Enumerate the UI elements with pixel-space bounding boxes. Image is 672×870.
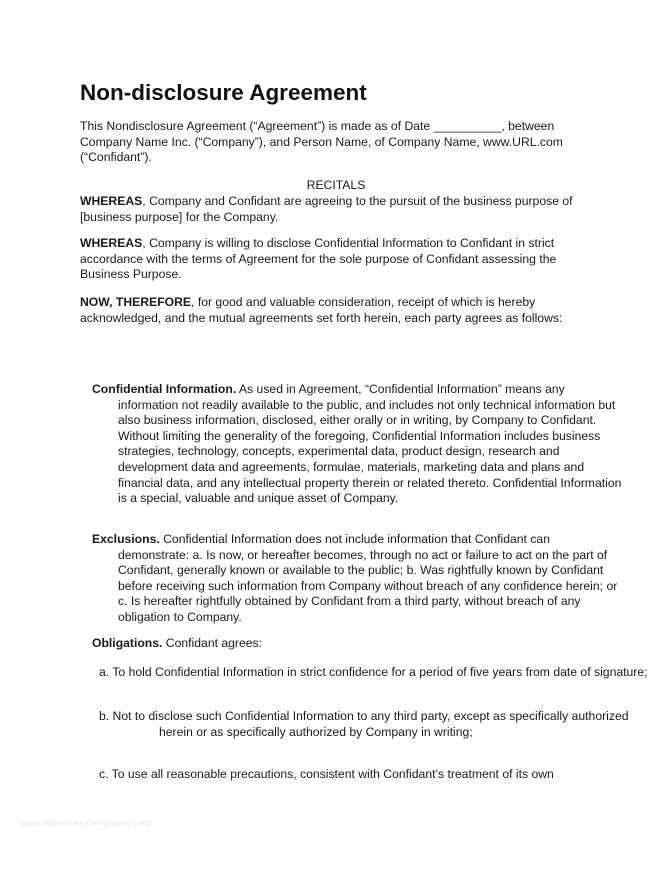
whereas-text: , Company is willing to disclose Confidential Information to Confidant in strict accordance with the terms of Agreement for the sole purpose of Confidant assessing the Business Purpose.	[80, 236, 557, 282]
section-exclusions	[92, 532, 623, 626]
obligation-item-c: c. To use all reasonable precautions, consistent with Confidant’s treatment of its own	[99, 767, 554, 781]
now-therefore-label: NOW, THEREFORE	[80, 295, 192, 309]
section-text: Confidant agrees:	[162, 636, 263, 650]
whereas-paragraph-1	[80, 194, 595, 225]
now-therefore-text: , for good and valuable consideration, receipt of which is hereby acknowledged, and the mutual agreements set forth herein, each party agrees as follows:	[80, 295, 563, 325]
section-label: Exclusions.	[92, 532, 160, 546]
section-text: As used in Agreement, “Confidential Information” means any information not readily available to the public, and includes not only technical information but also business information, disclosed, either orally or in writing, by Company to Confidant. Without limiting the generality of the foregoing, Confidential Information includes business strategies, technology, concepts, experimental data, product design, research and development data and agreements, formulae, materials, marketing data and plans and financial data, and any intellectual property therein or related thereto. Confidential Information is a special, valuable and unique asset of Company.	[118, 382, 622, 506]
whereas-label: WHEREAS	[80, 194, 143, 208]
section-confidential-information	[92, 382, 623, 507]
section-text: Confidential Information does not include information that Confidant can demonstrate: a. Is now, or hereafter becomes, through no act or failure to act on the part of Confidant, generally known or available to the public; b. Was rightfully known by Confidant before receiving such information from Company without breach of any confidence herein; or c. Is hereafter rightfully obtained by Confidant from a third party, without breach of any obligation to Company.	[118, 532, 618, 624]
recitals-heading: RECITALS	[306, 178, 366, 192]
section-label: Obligations.	[92, 636, 163, 650]
obligation-item-b: b. Not to disclose such Confidential Information to any third party, except as specifically authorized herein or as specifically authorized by Company in writing;	[99, 709, 629, 739]
watermark-text: www.allbusinesstemplates.com	[20, 818, 151, 828]
whereas-paragraph-2	[80, 236, 595, 283]
document-title: Non-disclosure Agreement	[80, 80, 367, 105]
section-label: Confidential Information.	[92, 382, 237, 396]
now-therefore-paragraph	[80, 295, 595, 326]
whereas-text: , Company and Confidant are agreeing to the pursuit of the business purpose of [business purpose] for the Company.	[80, 194, 573, 224]
obligation-item-a: a. To hold Confidential Information in strict confidence for a period of five years from date of signature;	[99, 665, 648, 679]
whereas-label: WHEREAS	[80, 236, 143, 250]
section-obligations	[92, 636, 623, 652]
intro-paragraph: This Nondisclosure Agreement (“Agreement”) is made as of Date __________, between Company Name Inc. (“Company”), and Person Name, of Company Name, www.URL.com (“Confidant”).	[80, 119, 563, 165]
